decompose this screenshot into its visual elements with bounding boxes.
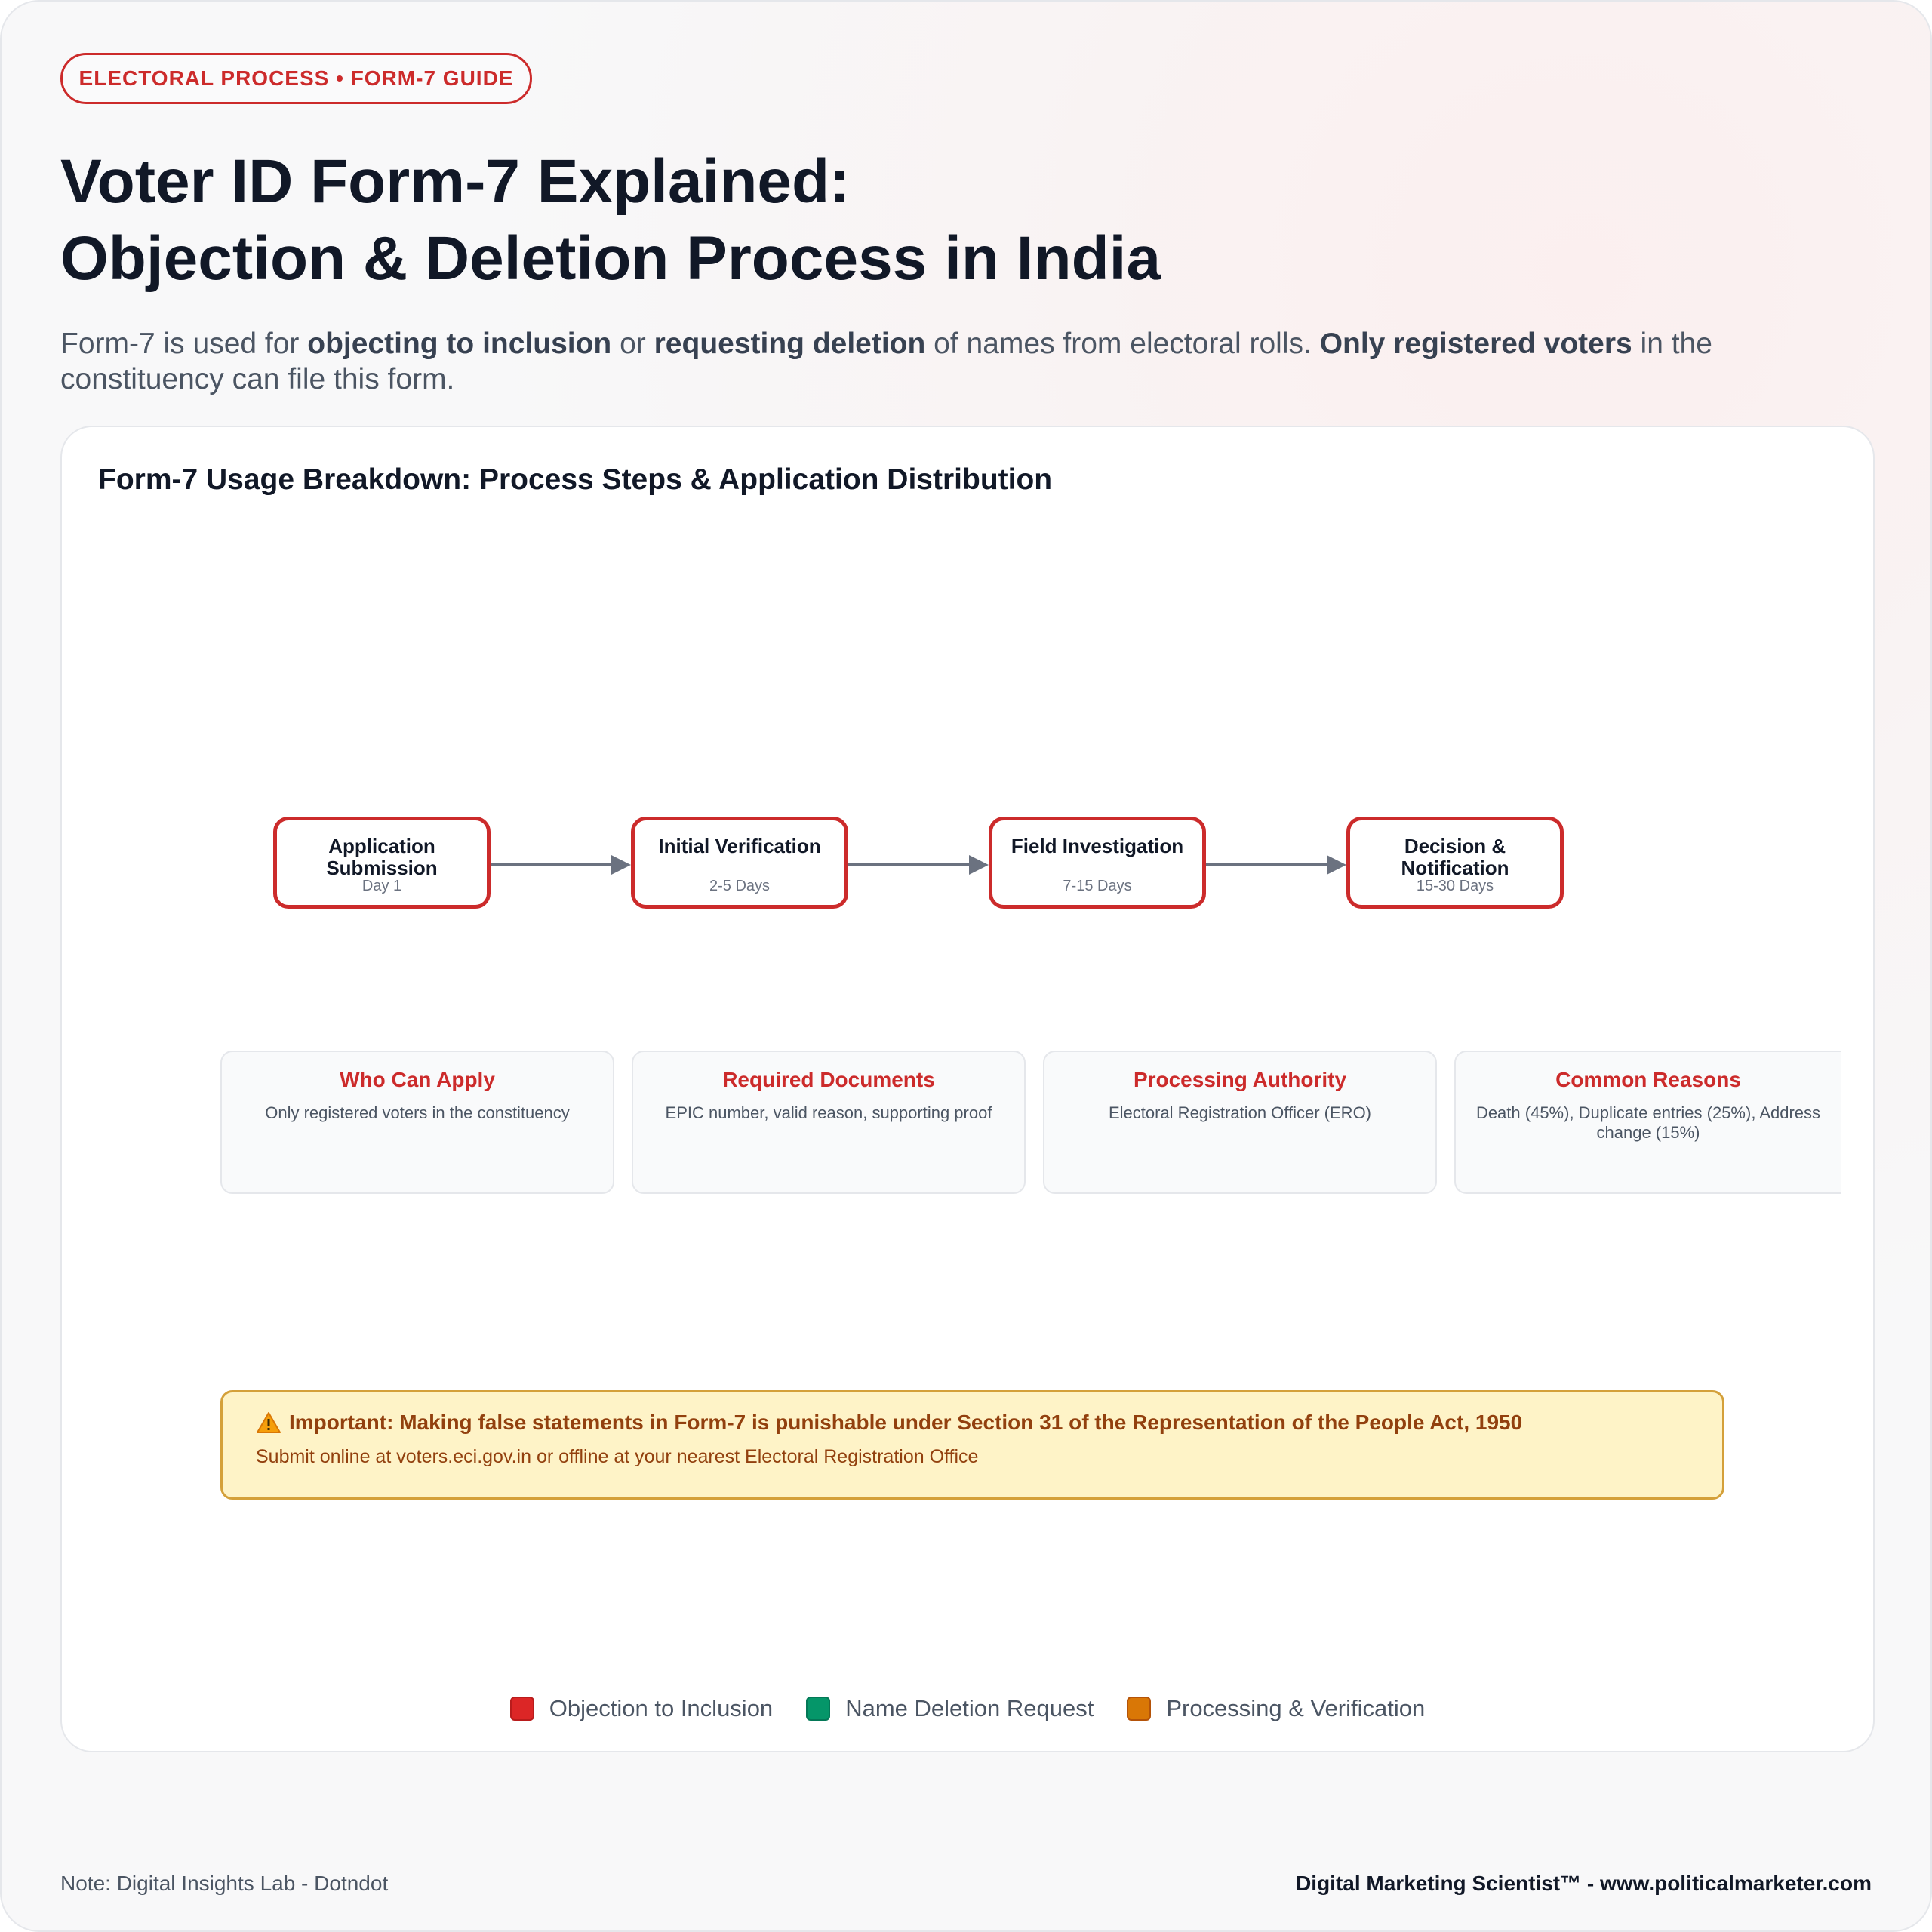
arrow-right-icon — [848, 854, 990, 876]
info-card-text: Only registered voters in the constituency — [265, 1103, 570, 1122]
info-card-heading: Who Can Apply — [340, 1068, 495, 1091]
info-card-required-documents — [632, 1051, 1026, 1194]
info-card-common-reasons — [1454, 1051, 1841, 1194]
step-initial-verification — [631, 817, 848, 909]
step-name: Field Investigation — [1011, 835, 1184, 857]
intro-text-2: or — [611, 328, 654, 360]
warning-headline: Important: Making false statements in Form-7 is punishable under Section 31 of the Representation of the People Act, 1950 — [289, 1411, 1523, 1434]
warning-icon — [256, 1411, 281, 1434]
category-tag: ELECTORAL PROCESS • FORM-7 GUIDE — [60, 53, 532, 104]
legend-item-objection — [510, 1695, 773, 1722]
title-line-1: Voter ID Form-7 Explained: — [60, 147, 851, 216]
info-card-text: EPIC number, valid reason, supporting proof — [665, 1103, 992, 1122]
intro-text-3: of names from electoral rolls. — [925, 328, 1320, 360]
legend-swatch — [1127, 1697, 1151, 1721]
intro-bold-2: requesting deletion — [654, 328, 926, 360]
warning-box — [220, 1390, 1724, 1500]
step-duration: 7-15 Days — [1063, 878, 1132, 894]
step-application-submission — [273, 817, 491, 909]
step-name: Decision & Notification — [1401, 835, 1509, 879]
step-name: Application Submission — [326, 835, 438, 879]
arrow-right-icon — [1206, 854, 1348, 876]
legend-swatch — [806, 1697, 830, 1721]
step-duration: 15-30 Days — [1416, 878, 1494, 894]
info-card-text: Death (45%), Duplicate entries (25%), Address change (15%) — [1475, 1103, 1821, 1142]
legend-swatch — [510, 1697, 534, 1721]
warning-headline-row — [256, 1409, 1689, 1436]
warning-subtext: Submit online at voters.eci.gov.in or offline at your nearest Electoral Registration Office — [256, 1446, 979, 1467]
intro-bold-1: objecting to inclusion — [307, 328, 612, 360]
intro-paragraph — [60, 326, 1857, 397]
legend-label: Processing & Verification — [1166, 1695, 1426, 1721]
info-card-who-can-apply — [220, 1051, 614, 1194]
footer-brand: Digital Marketing Scientist™ - www.politicalmarketer.com — [1296, 1872, 1872, 1895]
legend-item-processing — [1127, 1695, 1425, 1722]
legend — [62, 1695, 1873, 1722]
intro-bold-3: Only registered voters — [1319, 328, 1632, 360]
intro-text-1: Form-7 is used for — [60, 328, 308, 360]
step-duration: Day 1 — [361, 878, 402, 894]
title-line-2: Objection & Deletion Process in India — [60, 224, 1161, 293]
step-decision-notification — [1346, 817, 1564, 909]
info-card-heading: Processing Authority — [1133, 1068, 1347, 1091]
arrow-right-icon — [491, 854, 632, 876]
info-card-heading: Required Documents — [722, 1068, 935, 1091]
info-card-processing-authority — [1043, 1051, 1437, 1194]
step-field-investigation — [989, 817, 1206, 909]
legend-label: Name Deletion Request — [845, 1695, 1094, 1721]
diagram-card — [60, 426, 1875, 1752]
step-duration: 2-5 Days — [709, 878, 771, 894]
info-card-heading: Common Reasons — [1555, 1068, 1741, 1091]
page-title — [60, 143, 1796, 297]
info-card-text: Electoral Registration Officer (ERO) — [1108, 1103, 1372, 1122]
step-name: Initial Verification — [658, 835, 821, 857]
legend-item-deletion — [806, 1695, 1094, 1722]
legend-label: Objection to Inclusion — [549, 1695, 774, 1721]
footer-note: Note: Digital Insights Lab - Dotndot — [60, 1872, 389, 1895]
intro-text-4: in the constituency can file this form. — [60, 328, 1712, 395]
diagram-title: Form-7 Usage Breakdown: Process Steps & Application Distribution — [98, 463, 1053, 496]
